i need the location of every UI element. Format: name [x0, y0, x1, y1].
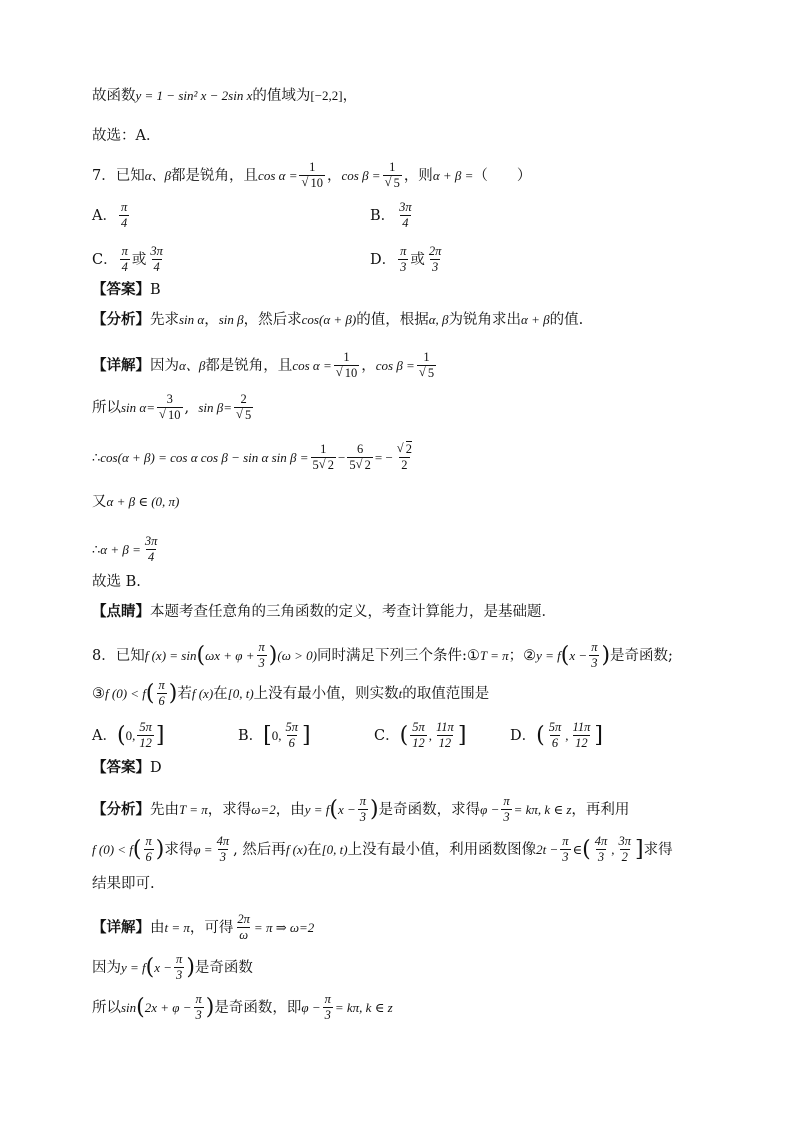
fraction: $\frac{\pi}{4}$ — [121, 244, 128, 274]
text: ，则 — [403, 167, 433, 184]
text-line: 因为 y = f ( x − $\frac{\pi}{3}$ ) 是奇函数 — [92, 952, 253, 982]
math: α、β — [144, 167, 172, 183]
comment-7: 【点睛】 本题考查任意角的三角函数的定义，考查计算能力，是基础题． — [92, 603, 556, 620]
analysis-8: 【分析】 先由 T = π ，求得 ω=2 ，由 y = f ( x − $\frac{\pi}{3}$ ) 是奇函数，求得 φ − $\frac{\pi}{3}$ = kπ, k ∈ z ，再利用 — [92, 794, 630, 824]
text-line — [92, 86, 357, 106]
option-label: B． — [370, 207, 396, 224]
option-a — [92, 200, 131, 231]
math: α + β = — [432, 167, 474, 183]
question-8: 8．已知 f (x) = sin ( ωx + φ + $\frac{\pi}{3}$ ) (ω > 0) 同时满足下列三个条件: ① T = π ； ② y = f ( x − $\frac{\pi}{3}$ ) 是奇函数; — [92, 640, 673, 670]
math: cos α = — [258, 167, 298, 183]
option-c: C． ( $\frac{5\pi}{12}$ , $\frac{11\pi}{12}$ ] — [374, 720, 467, 750]
text: ， — [342, 88, 358, 104]
text: 都是锐角，且 — [171, 167, 259, 184]
option-d: D． $\frac{\pi}{3}$ 或 $\frac{2\pi}{3}$ — [370, 244, 442, 274]
math: y = 1 − sin² x − 2sin x — [135, 88, 253, 103]
text-line: 结果即可. — [92, 876, 155, 892]
fraction: 1 √ 10 — [299, 160, 325, 191]
option-c: C． $\frac{\pi}{4}$ 或 $\frac{3\pi}{4}$ — [92, 244, 163, 274]
analysis-8-cont: f (0) < f ( $\frac{\pi}{6}$ ) 求得 φ = $\frac{4\pi}{3}$ , 然后再 f (x) 在 [0, t) 上没有最小值，利用函数图像 2t − $\frac{\pi}{3}$ ∈ ( $\frac{4\pi}{3}$ , $\frac{3\pi}{2}$ ] 求得 — [92, 834, 673, 864]
fraction: 1 √ 5 — [383, 160, 402, 191]
math: [−2,2] — [310, 88, 343, 103]
text: 的值域为 — [252, 88, 311, 104]
question-8-cont: ③ f (0) < f ( $\frac{\pi}{6}$ ) 若 f (x) 在 [0, t) 上没有最小值，则实数 t 的取值范围是 — [92, 678, 490, 708]
section-label: 【分析】 — [92, 311, 150, 328]
detail-8: 【详解】 由 t = π ，可得 $\frac{2\pi}{\omega}$ = π ⇒ ω=2 — [92, 912, 315, 942]
option-label: C． — [92, 251, 118, 268]
fraction: $\frac{2\pi}{3}$ — [428, 244, 442, 274]
answer-value: B — [150, 282, 161, 298]
fraction: $\frac{\pi}{3}$ — [400, 244, 407, 274]
text-line: 又 α + β ∈ (0, π) — [92, 494, 180, 510]
section-label: 【详解】 — [92, 356, 150, 374]
text-line — [92, 126, 160, 146]
section-label: 【答案】 — [92, 281, 150, 298]
section-label: 【点睛】 — [92, 603, 150, 620]
answer-8: 【答案】 D — [92, 759, 162, 776]
text: 7．已知 — [92, 167, 145, 184]
option-label: A． — [92, 207, 117, 224]
detail-7: 【详解】 因为 α、β 都是锐角，且 cos α = 1 √ 10 ， cos β = 1 √ 5 — [92, 350, 438, 381]
answer-7 — [92, 280, 161, 300]
option-d: D． ( $\frac{5\pi}{6}$ , $\frac{11\pi}{12}$ ] — [510, 720, 603, 750]
option-label: D． — [370, 251, 397, 268]
text: 故函数 — [92, 88, 136, 104]
option-b — [370, 200, 416, 231]
text-line: 所以 sin α= 3 √ 10 , sin β= 2 √ 5 — [92, 392, 255, 423]
text-line: ∴ α + β = $\frac{3\pi}{4}$ — [92, 534, 158, 564]
text: （ ） — [473, 167, 532, 184]
fraction: $\frac{3\pi}{4}$ — [399, 200, 412, 230]
math: cos β = — [341, 167, 381, 183]
option-b: B． [ 0 , $\frac{5\pi}{6}$ ] — [238, 720, 311, 750]
question-7: 7．已知 α、β 都是锐角，且 cos α = 1 √ 10 ， cos β = 1 √ 5 ，则 α + β = （ ） — [92, 160, 531, 191]
text-line: ∴ cos(α + β) = cos α cos β − sin α sin β = $\frac{1}{5√ 2}$ − $\frac{6}{5√ 2}$ = − √ $\frac{2}{2}$ — [92, 442, 416, 473]
fraction: $\frac{\pi}{4}$ — [120, 200, 128, 230]
text-line: 所以 sin ( 2x + φ − $\frac{\pi}{3}$ ) 是奇函数，即 φ − $\frac{\pi}{3}$ = kπ, k ∈ z — [92, 992, 393, 1022]
text: 故选：A． — [92, 128, 161, 144]
option-a: A． ( 0 , $\frac{5\pi}{12}$ ] — [92, 720, 165, 750]
analysis-7: 【分析】 先求 sin α ， sin β ，然后求 cos(α + β) 的值，根据 α, β 为锐角求出 α + β 的值. — [92, 311, 584, 328]
text-line: 故选 B. — [92, 574, 141, 590]
fraction: $\frac{3\pi}{4}$ — [150, 244, 163, 274]
